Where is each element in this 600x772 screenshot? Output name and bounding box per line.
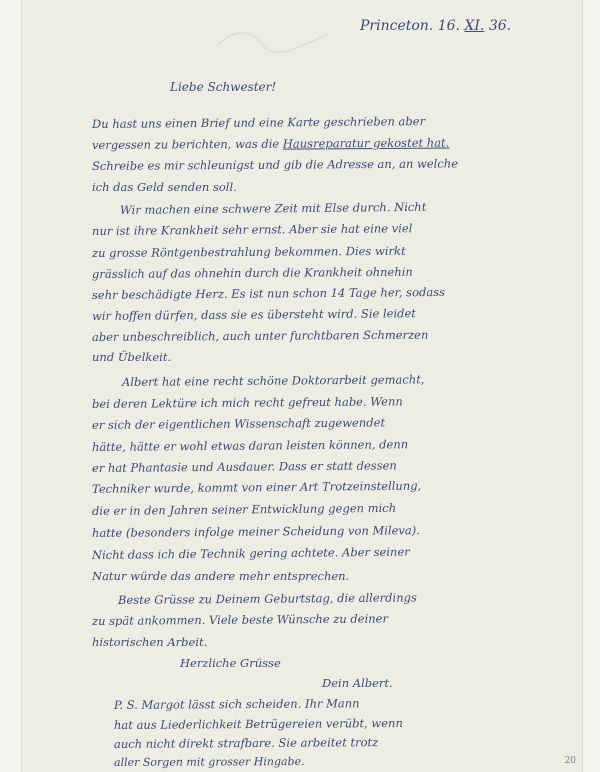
body-line: er sich der eigentlichen Wissenschaft zugewendet: [91, 415, 386, 432]
body-line: historischen Arbeit.: [92, 635, 208, 649]
body-line: bei deren Lektüre ich mich recht gefreut habe. Wenn: [91, 394, 403, 411]
body-line: die er in den Jahren seiner Entwicklung gegen mich: [91, 500, 397, 518]
body-line: Beste Grüsse zu Deinem Geburtstag, die allerdings: [117, 590, 417, 607]
letter-page: [22, 0, 582, 772]
body-line: vergessen zu berichten, was die Hausreparatur gekostet hat.: [91, 135, 450, 152]
page-number: 20: [564, 756, 576, 766]
body-line: Natur würde das andere mehr entsprechen.: [92, 569, 350, 583]
body-line: sehr beschädigte Herz. Es ist nun schon 14 Tage her, sodass: [91, 284, 446, 302]
body-line: Wir machen eine schwere Zeit mit Else durch. Nicht: [119, 199, 427, 217]
body-line: Albert hat eine recht schöne Doktorarbeit gemacht,: [121, 372, 425, 389]
body-line: Techniker wurde, kommt von einer Art Trotzeinstellung,: [91, 478, 422, 496]
body-line: nur ist ihre Krankheit sehr ernst. Aber sie hat eine viel: [91, 221, 413, 238]
body-line: Nicht dass ich die Technik gering achtete. Aber seiner: [91, 544, 410, 562]
body-line: hätte, hätte er wohl etwas daran leisten können, denn: [91, 437, 409, 454]
letter-date: Princeton. 16. XI. 36.: [360, 18, 512, 34]
letterhead-embossing: [212, 24, 332, 54]
body-line: grässlich auf das ohnehin durch die Krankheit ohnehin: [91, 264, 413, 281]
body-line: aber unbeschreiblich, auch unter furchtbaren Schmerzen: [91, 327, 429, 344]
postscript-line: auch nicht direkt strafbare. Sie arbeitet trotz: [113, 735, 379, 751]
body-line: Du hast uns einen Brief und eine Karte geschrieben aber: [91, 114, 426, 131]
body-line: und Übelkeit.: [92, 350, 172, 364]
signature: Dein Albert.: [322, 676, 393, 690]
postscript-line: P. S. Margot lässt sich scheiden. Ihr Mann: [113, 696, 360, 712]
body-line: hatte (besonders infolge meiner Scheidung von Mileva).: [91, 523, 420, 540]
body-line: wir hoffen dürfen, dass sie es übersteht wird. Sie leidet: [91, 306, 416, 323]
body-line: zu spät ankommen. Viele beste Wünsche zu deiner: [91, 611, 388, 628]
closing: Herzliche Grüsse: [180, 656, 281, 670]
postscript-line: aller Sorgen mit grosser Hingabe.: [113, 755, 305, 769]
body-line: ich das Geld senden soll.: [92, 180, 237, 194]
body-line: er hat Phantasie und Ausdauer. Dass er statt dessen: [91, 458, 397, 475]
salutation: Liebe Schwester!: [170, 80, 277, 94]
body-line: zu grosse Röntgenbestrahlung bekommen. Dies wirkt: [91, 243, 406, 260]
body-line: Schreibe es mir schleunigst und gib die Adresse an, an welche: [91, 156, 459, 173]
postscript-line: hat aus Liederlichkeit Betrügereien verübt, wenn: [113, 715, 403, 732]
